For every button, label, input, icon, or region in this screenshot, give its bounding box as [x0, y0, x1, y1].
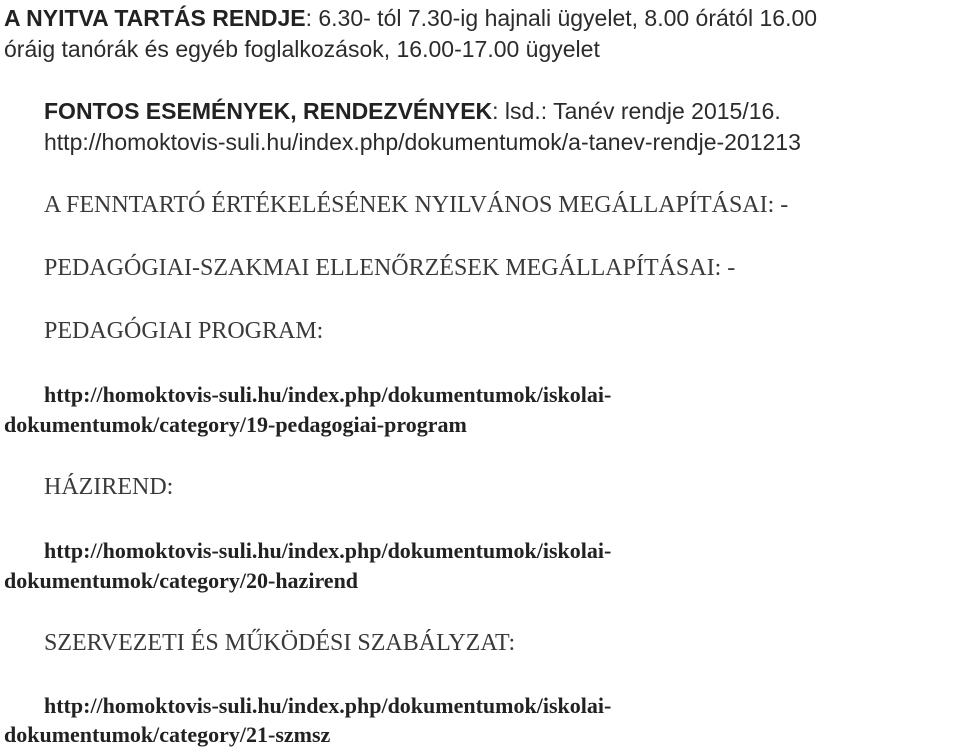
opening-hours-line-2: óráig tanórák és egyéb foglalkozások, 16.00-17.00 ügyelet — [4, 36, 600, 62]
szmsz-url-line-1[interactable]: http://homoktovis-suli.hu/index.php/dokumentumok/iskolai- — [44, 693, 612, 718]
szmsz-heading: SZERVEZETI ÉS MŰKÖDÉSI SZABÁLYZAT: — [44, 630, 516, 656]
maintainer-findings: A FENNTARTÓ ÉRTÉKELÉSÉNEK NYILVÁNOS MEGÁLLAPÍTÁSAI: - — [44, 192, 789, 218]
house-rules-url-line-2[interactable]: dokumentumok/category/20-hazirend — [4, 568, 359, 593]
events-label: FONTOS ESEMÉNYEK, RENDEZVÉNYEK — [44, 98, 493, 124]
events-url[interactable]: http://homoktovis-suli.hu/index.php/dokumentumok/a-tanev-rendje-201213 — [44, 129, 801, 155]
opening-hours-line-1 — [4, 5, 817, 32]
house-rules-heading: HÁZIREND: — [44, 474, 174, 500]
house-rules-url-line-1[interactable]: http://homoktovis-suli.hu/index.php/dokumentumok/iskolai- — [44, 538, 612, 563]
pedagogical-program-url-line-1[interactable]: http://homoktovis-suli.hu/index.php/dokumentumok/iskolai- — [44, 382, 612, 407]
opening-hours-label: A NYITVA TARTÁS RENDJE — [4, 5, 306, 31]
szmsz-url-line-2[interactable]: dokumentumok/category/21-szmsz — [4, 722, 331, 747]
pedagogical-program-heading: PEDAGÓGIAI PROGRAM: — [44, 318, 324, 344]
events-line — [44, 98, 781, 125]
pedagogical-program-url-line-2[interactable]: dokumentumok/category/19-pedagogiai-program — [4, 412, 467, 437]
events-text: : lsd.: Tanév rendje 2015/16. — [492, 98, 781, 124]
pedagogical-inspection-findings: PEDAGÓGIAI-SZAKMAI ELLENŐRZÉSEK MEGÁLLAPÍTÁSAI: - — [44, 255, 736, 281]
opening-hours-text: : 6.30- tól 7.30-ig hajnali ügyelet, 8.00 órától 16.00 — [305, 5, 818, 31]
